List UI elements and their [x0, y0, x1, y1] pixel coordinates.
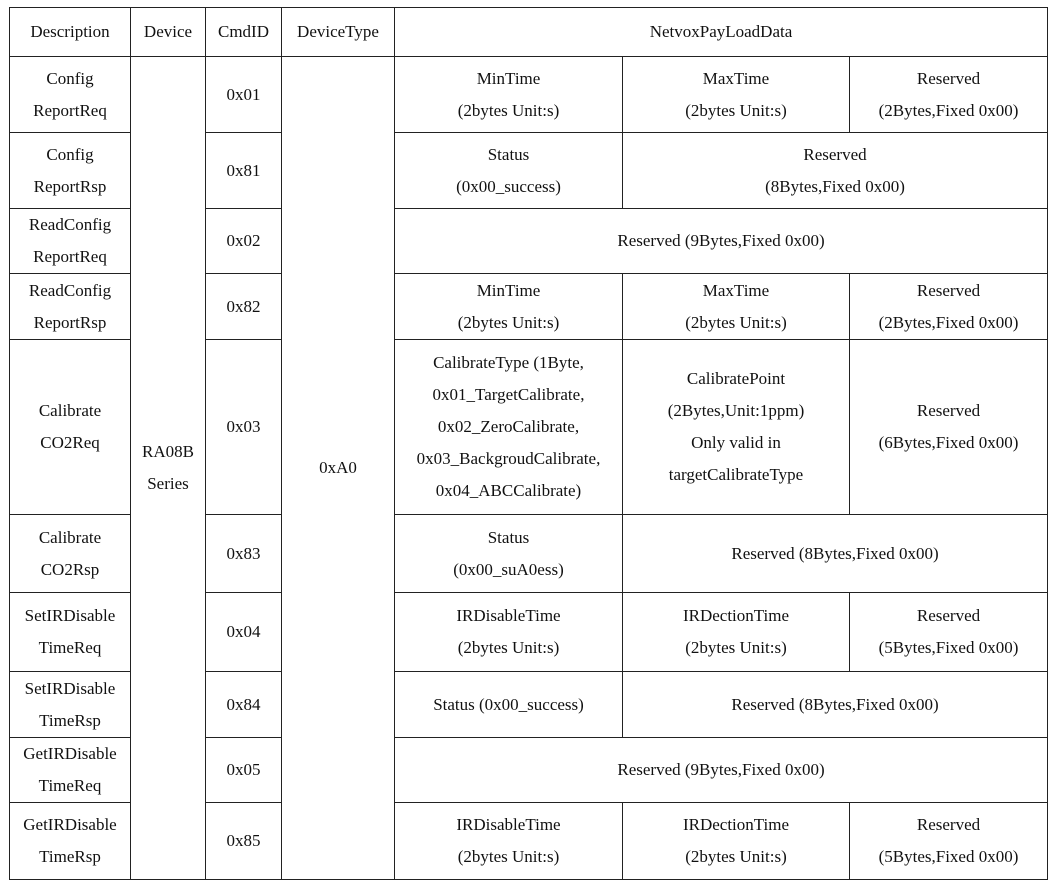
cmdid-cell: 0x05 — [206, 738, 282, 803]
header-payload: NetvoxPayLoadData — [395, 8, 1048, 57]
header-cmdid: CmdID — [206, 8, 282, 57]
description-cell: Config ReportReq — [10, 57, 131, 133]
payload-cell: Reserved (6Bytes,Fixed 0x00) — [850, 340, 1048, 515]
table-row — [10, 57, 1048, 133]
description-cell: SetIRDisable TimeRsp — [10, 672, 131, 738]
cmdid-cell: 0x82 — [206, 274, 282, 340]
description-cell: Calibrate CO2Rsp — [10, 515, 131, 593]
description-cell: GetIRDisable TimeRsp — [10, 803, 131, 880]
payload-cell: Status (0x00_suA0ess) — [395, 515, 623, 593]
payload-cell: MaxTime (2bytes Unit:s) — [623, 57, 850, 133]
devicetype-cell: 0xA0 — [282, 57, 395, 880]
description-cell: SetIRDisable TimeReq — [10, 593, 131, 672]
payload-cell: Reserved (8Bytes,Fixed 0x00) — [623, 515, 1048, 593]
cmdid-cell: 0x81 — [206, 133, 282, 209]
cmdid-cell: 0x02 — [206, 209, 282, 274]
cmdid-cell: 0x83 — [206, 515, 282, 593]
payload-cell: Reserved (2Bytes,Fixed 0x00) — [850, 274, 1048, 340]
payload-cell: Reserved (8Bytes,Fixed 0x00) — [623, 133, 1048, 209]
cmdid-cell: 0x01 — [206, 57, 282, 133]
cmdid-cell: 0x03 — [206, 340, 282, 515]
description-cell: Config ReportRsp — [10, 133, 131, 209]
payload-cell: MinTime (2bytes Unit:s) — [395, 57, 623, 133]
header-description: Description — [10, 8, 131, 57]
payload-cell: Reserved (8Bytes,Fixed 0x00) — [623, 672, 1048, 738]
payload-cell: Status (0x00_success) — [395, 133, 623, 209]
cmdid-cell: 0x85 — [206, 803, 282, 880]
payload-cell: MinTime (2bytes Unit:s) — [395, 274, 623, 340]
payload-cell: IRDisableTime (2bytes Unit:s) — [395, 593, 623, 672]
description-cell: Calibrate CO2Req — [10, 340, 131, 515]
cmdid-cell: 0x84 — [206, 672, 282, 738]
description-cell: ReadConfig ReportReq — [10, 209, 131, 274]
device-cell: RA08B Series — [131, 57, 206, 880]
payload-cell: Reserved (9Bytes,Fixed 0x00) — [395, 209, 1048, 274]
payload-cell: Reserved (9Bytes,Fixed 0x00) — [395, 738, 1048, 803]
payload-cell: Reserved (2Bytes,Fixed 0x00) — [850, 57, 1048, 133]
command-table — [9, 7, 1048, 880]
payload-cell: IRDisableTime (2bytes Unit:s) — [395, 803, 623, 880]
cmdid-cell: 0x04 — [206, 593, 282, 672]
payload-cell: Reserved (5Bytes,Fixed 0x00) — [850, 803, 1048, 880]
description-cell: ReadConfig ReportRsp — [10, 274, 131, 340]
header-device: Device — [131, 8, 206, 57]
description-cell: GetIRDisable TimeReq — [10, 738, 131, 803]
header-row — [10, 8, 1048, 57]
payload-cell: MaxTime (2bytes Unit:s) — [623, 274, 850, 340]
payload-cell: Reserved (5Bytes,Fixed 0x00) — [850, 593, 1048, 672]
payload-cell: CalibratePoint (2Bytes,Unit:1ppm) Only valid in targetCalibrateType — [623, 340, 850, 515]
payload-cell: IRDectionTime (2bytes Unit:s) — [623, 803, 850, 880]
payload-cell: IRDectionTime (2bytes Unit:s) — [623, 593, 850, 672]
payload-cell: CalibrateType (1Byte, 0x01_TargetCalibrate, 0x02_ZeroCalibrate, 0x03_BackgroudCalibrate, 0x04_ABCCalibrate) — [395, 340, 623, 515]
payload-cell: Status (0x00_success) — [395, 672, 623, 738]
header-devicetype: DeviceType — [282, 8, 395, 57]
